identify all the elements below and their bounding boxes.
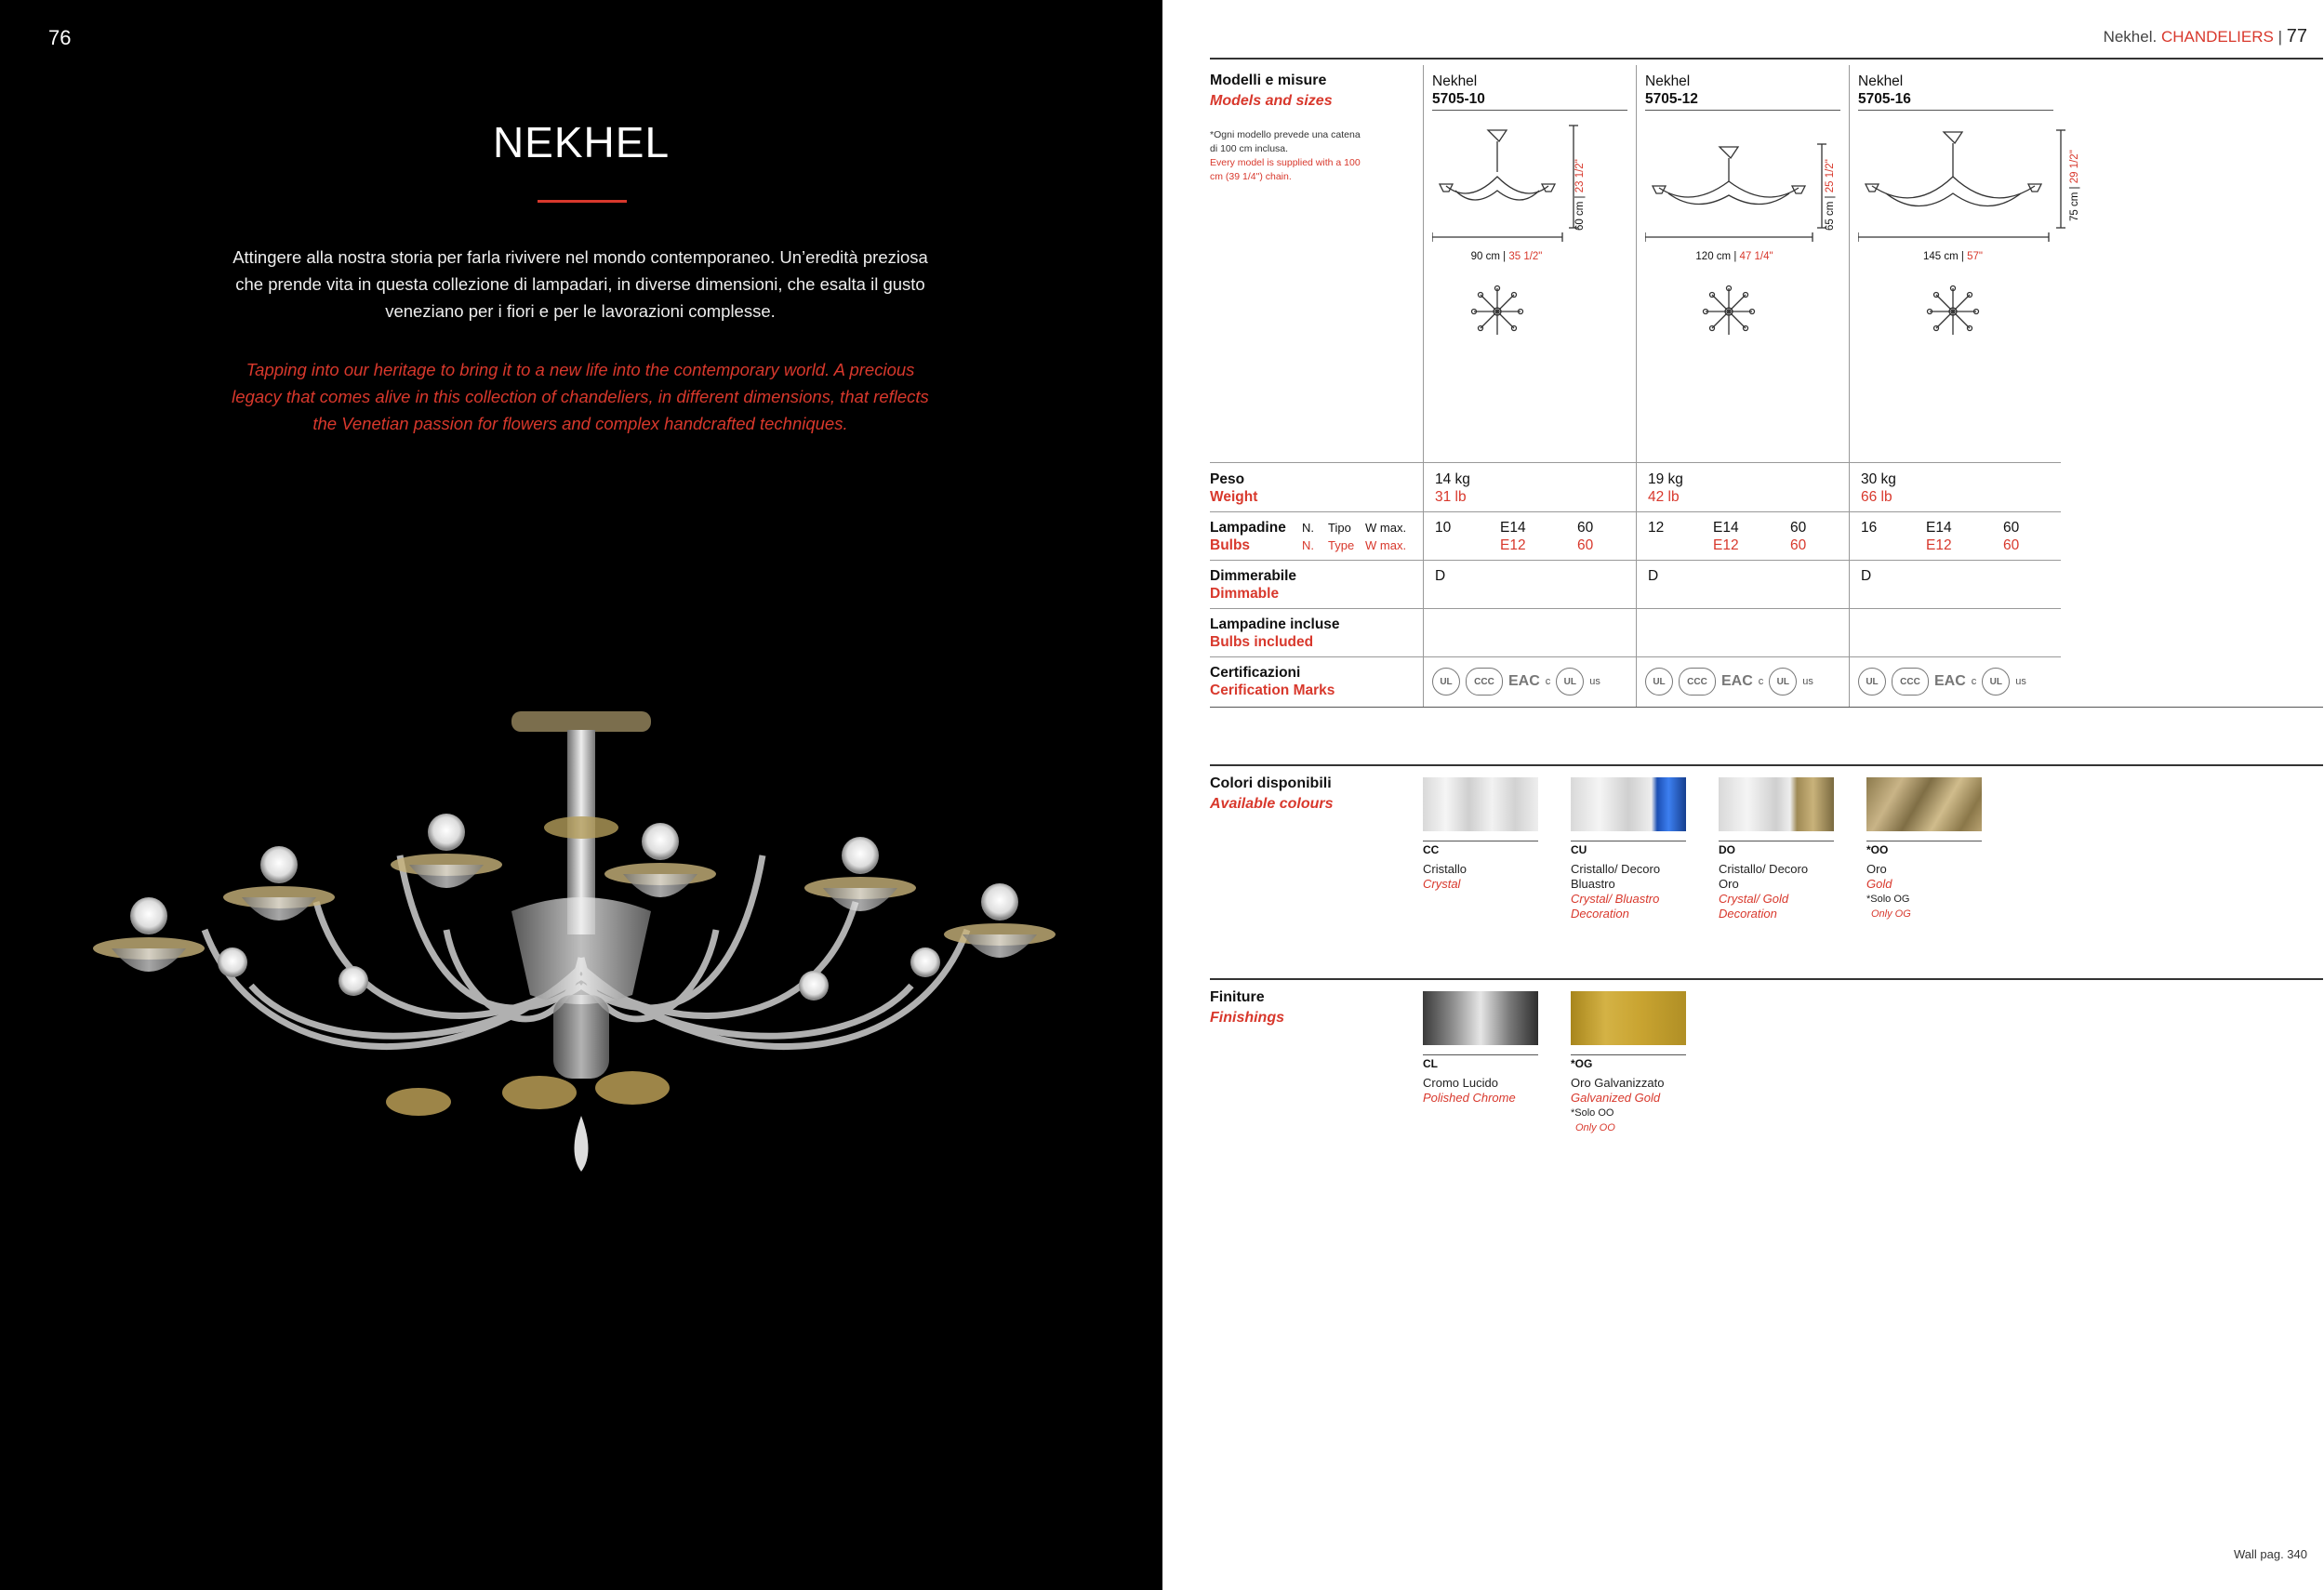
weight-kg: 19 kg [1648, 471, 1683, 487]
width-cm: 90 cm [1470, 251, 1500, 262]
finishes-label: Finiture [1210, 989, 1265, 1005]
row-divider [1210, 608, 2061, 609]
width-label: 120 cm | 47 1/4" [1695, 251, 1773, 262]
width-in: 35 1/2" [1508, 251, 1543, 262]
height-in: 25 1/2" [1825, 159, 1836, 193]
colours-label: Colori disponibili [1210, 775, 1332, 791]
swatch-galvanized-gold [1571, 991, 1686, 1045]
sub-w-en: W max. [1365, 538, 1407, 552]
dimmable-cell: D [1435, 568, 1446, 584]
finishes-rule [1210, 978, 2323, 980]
height-cm: 65 cm [1825, 201, 1836, 231]
chandelier-photo [74, 688, 1097, 1265]
intro-english: Tapping into our heritage to bring it to a new life into the contemporary world. A precious legacy that comes alive in this collection of chandeliers, in different dimensions, that reflects the Venetian passion for flowers and complex handcrafted techniques. [232, 360, 929, 433]
ccc-mark-icon: CCC [1679, 668, 1716, 696]
ul-mark-icon: UL [1858, 668, 1886, 696]
colour-it: Cristallo [1423, 862, 1467, 876]
width-in: 47 1/4" [1739, 251, 1773, 262]
header-category: CHANDELIERS [2160, 28, 2274, 46]
width-label: 145 cm | 57" [1923, 251, 1983, 262]
sub-n-en: N. [1302, 538, 1314, 552]
colour-code: CU [1571, 843, 1587, 856]
dimmable-cell: D [1861, 568, 1872, 584]
width-label: 90 cm | 35 1/2" [1470, 251, 1543, 262]
weight-lb: 66 lb [1861, 489, 1892, 505]
title-underline [538, 200, 627, 203]
bulbs-w: 60 [2003, 520, 2020, 536]
model-name: Nekhel [1432, 73, 1478, 89]
model-drawing [1858, 121, 2072, 335]
label-it: Lampadine [1210, 520, 1286, 536]
page-header [2104, 26, 2307, 47]
sub-w: W max. [1365, 521, 1407, 535]
swatch-crystal [1423, 777, 1538, 831]
finish-code: *OG [1571, 1057, 1593, 1070]
eac-mark-icon: EAC [1721, 673, 1753, 689]
eac-mark-icon: EAC [1508, 673, 1540, 689]
height-cm: 75 cm [2069, 192, 2080, 221]
finish-swatch-item [1423, 991, 1538, 1106]
label-en: Cerification Marks [1210, 682, 1335, 698]
model-name: Nekhel [1858, 73, 1904, 89]
model-code: 5705-12 [1645, 90, 1840, 111]
ccc-mark-icon: CCC [1466, 668, 1503, 696]
bulbs-n: 12 [1648, 520, 1665, 536]
row-label-bulbs [1210, 519, 1286, 554]
row-divider [1210, 560, 2061, 561]
swatch-crystal-gold [1719, 777, 1834, 831]
finish-code: CL [1423, 1057, 1438, 1070]
model-drawing [1432, 121, 1637, 335]
bulbs-type-en: E12 [1713, 537, 1739, 553]
ul-mark-icon: UL [1645, 668, 1673, 696]
page-title: NEKHEL [492, 118, 671, 166]
colour-swatch-item [1719, 777, 1834, 921]
colours-rule [1210, 764, 2323, 766]
height-label: 75 cm | 29 1/2" [2069, 150, 2080, 221]
finish-note-en: Only OO [1575, 1122, 1615, 1133]
height-cm: 60 cm [1574, 201, 1586, 231]
label-it: Certificazioni [1210, 665, 1301, 681]
swatch-polished-chrome [1423, 991, 1538, 1045]
dimmable-cell: D [1648, 568, 1659, 584]
right-page [1162, 0, 2324, 1590]
colour-swatch-item [1866, 777, 1982, 921]
header-separator: | [2278, 28, 2283, 46]
cul-us: us [1802, 676, 1813, 687]
cul-mark-icon: UL [1982, 668, 2010, 696]
footer-reference: Wall pag. 340 [2233, 1547, 2307, 1561]
weight-cell [1648, 470, 1683, 506]
label-it: Dimmerabile [1210, 568, 1297, 584]
weight-kg: 14 kg [1435, 471, 1470, 487]
label-en: Weight [1210, 489, 1258, 505]
colour-note: *Solo OG [1866, 894, 1910, 905]
height-in: 29 1/2" [2069, 150, 2080, 184]
bulbs-cell [1435, 519, 1630, 554]
note-italian: Ogni modello prevede una catena di 100 cm inclusa. [1210, 129, 1361, 154]
ccc-mark-icon: CCC [1892, 668, 1929, 696]
finish-swatch-item [1571, 991, 1686, 1135]
bulbs-w: 60 [1790, 520, 1807, 536]
label-it: Lampadine incluse [1210, 616, 1340, 632]
bulbs-type: E14 [1926, 520, 1952, 536]
bulbs-n: 16 [1861, 520, 1878, 536]
label-en: Dimmable [1210, 586, 1280, 602]
cul-c: c [1758, 676, 1764, 687]
note-star: * [1210, 129, 1215, 140]
colour-it: Oro [1866, 862, 1887, 876]
bulbs-type-en: E12 [1926, 537, 1952, 553]
weight-cell [1861, 470, 1896, 506]
colour-code: DO [1719, 843, 1735, 856]
header-product: Nekhel. [2103, 28, 2158, 46]
row-divider [1210, 462, 2061, 463]
bulbs-w-en: 60 [1577, 537, 1594, 553]
cul-us: us [2015, 676, 2026, 687]
row-label-dimmable [1210, 567, 1296, 603]
bulbs-w: 60 [1577, 520, 1594, 536]
colour-en: Crystal/ Bluastro Decoration [1571, 892, 1660, 921]
bulbs-type: E14 [1500, 520, 1526, 536]
width-cm: 145 cm [1923, 251, 1959, 262]
height-in: 23 1/2" [1574, 159, 1586, 193]
sub-type: Tipo [1328, 521, 1351, 535]
colours-label-en: Available colours [1210, 796, 1334, 812]
table-bottom-rule [1210, 707, 2323, 708]
finish-en: Galvanized Gold [1571, 1091, 1661, 1105]
table-top-rule [1210, 58, 2323, 60]
cert-marks [1858, 668, 2026, 696]
colour-en: Crystal/ Gold Decoration [1719, 892, 1789, 921]
note-english: Every model is supplied with a 100 cm (39 1/4") chain. [1210, 157, 1361, 182]
page-number-right: 77 [2286, 26, 2307, 46]
width-cm: 120 cm [1695, 251, 1732, 262]
swatch-gold [1866, 777, 1982, 831]
weight-cell [1435, 470, 1470, 506]
models-label: Modelli e misure [1210, 73, 1327, 88]
swatch-crystal-blue [1571, 777, 1686, 831]
colour-swatch-item [1423, 777, 1538, 892]
colour-en: Crystal [1423, 877, 1461, 891]
colour-en: Gold [1866, 877, 1892, 891]
height-label: 65 cm | 25 1/2" [1825, 159, 1836, 231]
sub-n: N. [1302, 521, 1314, 535]
model-column [1432, 73, 1627, 111]
ul-mark-icon: UL [1432, 668, 1460, 696]
weight-kg: 30 kg [1861, 471, 1896, 487]
label-it: Peso [1210, 471, 1245, 487]
colour-code: *OO [1866, 843, 1889, 856]
colour-swatch-item [1571, 777, 1686, 921]
colour-code: CC [1423, 843, 1440, 856]
finish-it: Oro Galvanizzato [1571, 1076, 1665, 1090]
finishes-label-en: Finishings [1210, 1010, 1284, 1026]
bulbs-subheaders [1302, 519, 1406, 554]
models-label-en: Models and sizes [1210, 93, 1333, 109]
bulbs-w-en: 60 [2003, 537, 2020, 553]
weight-lb: 42 lb [1648, 489, 1680, 505]
chain-note [1210, 128, 1363, 184]
colour-it: Cristallo/ Decoro Bluastro [1571, 862, 1661, 891]
finish-note: *Solo OO [1571, 1107, 1614, 1119]
cul-mark-icon: UL [1769, 668, 1797, 696]
row-label-bulbs-included [1210, 616, 1340, 651]
page-number-left: 76 [48, 26, 72, 49]
model-column [1858, 73, 2053, 111]
label-en: Bulbs [1210, 537, 1251, 553]
cul-c: c [1545, 676, 1551, 687]
cert-marks [1645, 668, 1813, 696]
cul-us: us [1589, 676, 1600, 687]
row-divider [1210, 511, 2061, 512]
intro-italian: Attingere alla nostra storia per farla rivivere nel mondo contemporaneo. Un’eredità preziosa che prende vita in questa collezione di lampadari, in diverse dimensioni, che esalta il gusto veneziano per i fiori e per le lavorazioni complesse. [232, 247, 928, 321]
cert-marks [1432, 668, 1600, 696]
bulbs-w-en: 60 [1790, 537, 1807, 553]
bulbs-n: 10 [1435, 520, 1452, 536]
height-label: 60 cm | 23 1/2" [1574, 159, 1586, 231]
colour-it: Cristallo/ Decoro Oro [1719, 862, 1809, 891]
column-divider [1423, 65, 1424, 707]
row-label-weight [1210, 470, 1257, 506]
finish-it: Cromo Lucido [1423, 1076, 1498, 1090]
model-code: 5705-10 [1432, 90, 1627, 111]
bulbs-type-en: E12 [1500, 537, 1526, 553]
bulbs-cell [1861, 519, 2056, 554]
model-drawing [1645, 121, 1850, 335]
bulbs-cell [1648, 519, 1843, 554]
model-code: 5705-16 [1858, 90, 2053, 111]
sub-type-en: Type [1328, 538, 1355, 552]
row-divider [1210, 656, 2061, 657]
bulbs-type: E14 [1713, 520, 1739, 536]
weight-lb: 31 lb [1435, 489, 1467, 505]
width-in: 57" [1967, 251, 1983, 262]
colour-note-en: Only OG [1871, 908, 1911, 920]
row-label-certifications [1210, 664, 1335, 699]
model-name: Nekhel [1645, 73, 1691, 89]
cul-mark-icon: UL [1556, 668, 1584, 696]
label-en: Bulbs included [1210, 634, 1314, 650]
finish-en: Polished Chrome [1423, 1091, 1516, 1105]
model-column [1645, 73, 1840, 111]
eac-mark-icon: EAC [1934, 673, 1966, 689]
cul-c: c [1971, 676, 1977, 687]
